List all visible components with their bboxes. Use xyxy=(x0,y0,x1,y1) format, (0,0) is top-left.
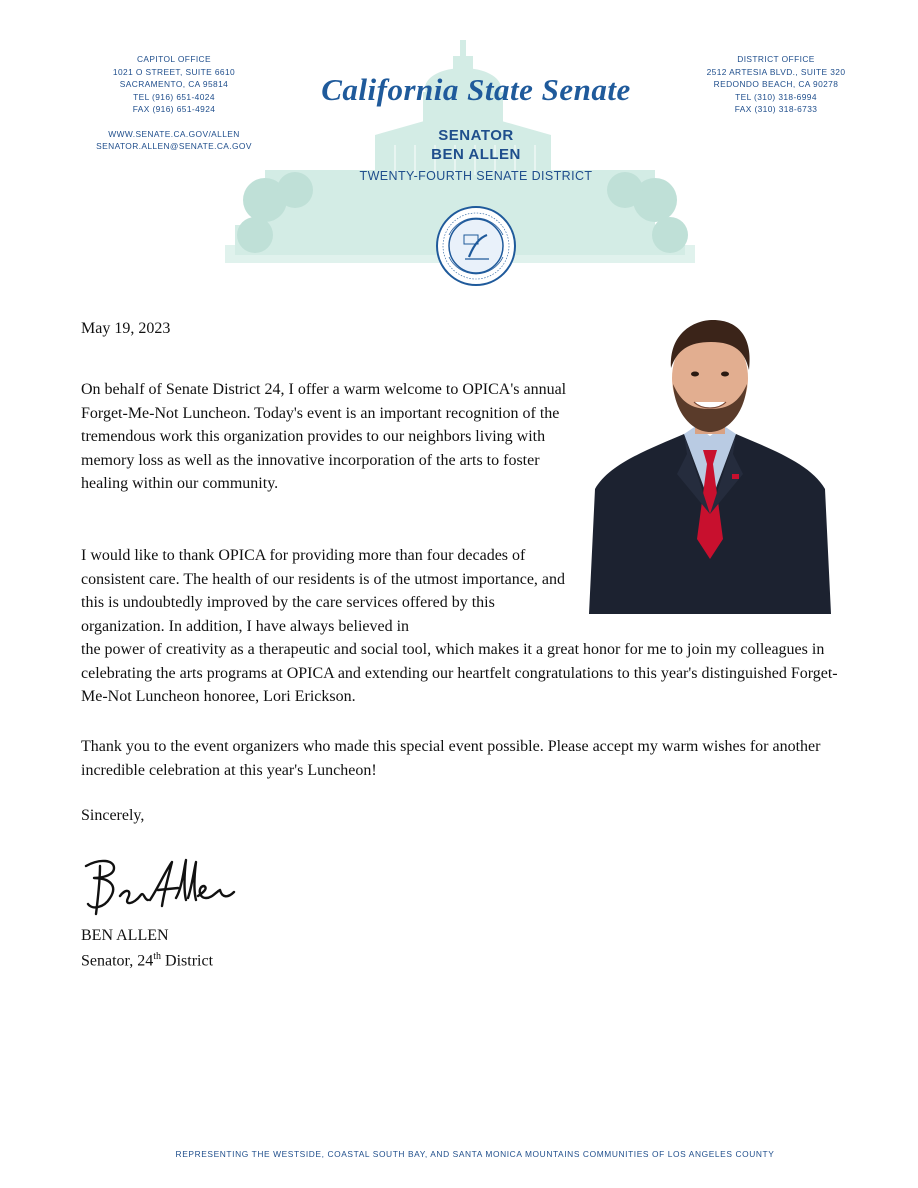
capitol-office-email: SENATOR.ALLEN@SENATE.CA.GOV xyxy=(96,141,252,151)
letter-paragraph-2-part-2: the power of creativity as a therapeutic and social tool, which makes it a great honor for me to join my colleagues in celebrating the arts programs at OPICA and extending our heartfelt congratulations to this year's distinguished Forget-Me-Not Luncheon honoree, Lori Erickson. xyxy=(81,641,838,705)
signer-title: Senator, 24th District xyxy=(81,951,214,970)
senator-portrait-photo xyxy=(589,314,831,614)
district-office-address2: REDONDO BEACH, CA 90278 xyxy=(713,79,839,89)
letter-paragraph-1: On behalf of Senate District 24, I offer a warm welcome to OPICA's annual Forget-Me-Not Luncheon. Today's event is an important recognition of the tremendous work this organization provides to our neighbors living with memory loss as well as the innovative incorporation of the arts to foster healing within our community. xyxy=(81,381,567,492)
capitol-office-heading: CAPITOL OFFICE xyxy=(136,54,211,64)
capitol-office-address1: 1021 O STREET, SUITE 6610 xyxy=(112,66,236,77)
capitol-office-block xyxy=(92,53,256,153)
letter-date: May 19, 2023 xyxy=(81,320,171,337)
letter-paragraph-3: Thank you to the event organizers who made this special event possible. Please accept my warm wishes for another incredible celebration at this year's Luncheon! xyxy=(81,738,821,779)
footer-representing-text: REPRESENTING THE WESTSIDE, COASTAL SOUTH BAY, AND SANTA MONICA MOUNTAINS COMMUNITIES OF LOS ANGELES COUNTY xyxy=(175,1149,775,1159)
senate-district: TWENTY-FOURTH SENATE DISTRICT xyxy=(359,169,593,183)
letter-paragraph-2-part-1: I would like to thank OPICA for providing more than four decades of consistent care. The health of our residents is of the utmost importance, and this is undoubtedly improved by the care services offered by this organization. In addition, I have always believed in xyxy=(81,547,566,635)
district-office-block xyxy=(686,53,866,116)
district-office-heading: DISTRICT OFFICE xyxy=(737,54,815,64)
district-office-fax: FAX (310) 318-6733 xyxy=(734,104,818,114)
signer-name: BEN ALLEN xyxy=(81,927,169,944)
capitol-office-fax: FAX (916) 651-4924 xyxy=(132,104,216,114)
letter-closing: Sincerely, xyxy=(81,807,145,824)
senator-name: BEN ALLEN xyxy=(431,146,521,163)
senate-title: California State Senate xyxy=(321,72,631,107)
senator-label: SENATOR xyxy=(438,127,514,144)
capitol-office-address2: SACRAMENTO, CA 95814 xyxy=(119,79,229,89)
capitol-office-tel: TEL (916) 651-4024 xyxy=(133,91,215,102)
capitol-office-website: WWW.SENATE.CA.GOV/ALLEN xyxy=(108,128,240,139)
district-office-tel: TEL (310) 318-6994 xyxy=(735,91,817,102)
signature-image xyxy=(80,848,240,923)
district-office-address1: 2512 ARTESIA BLVD., SUITE 320 xyxy=(706,66,846,77)
senate-seal-icon xyxy=(435,205,517,287)
